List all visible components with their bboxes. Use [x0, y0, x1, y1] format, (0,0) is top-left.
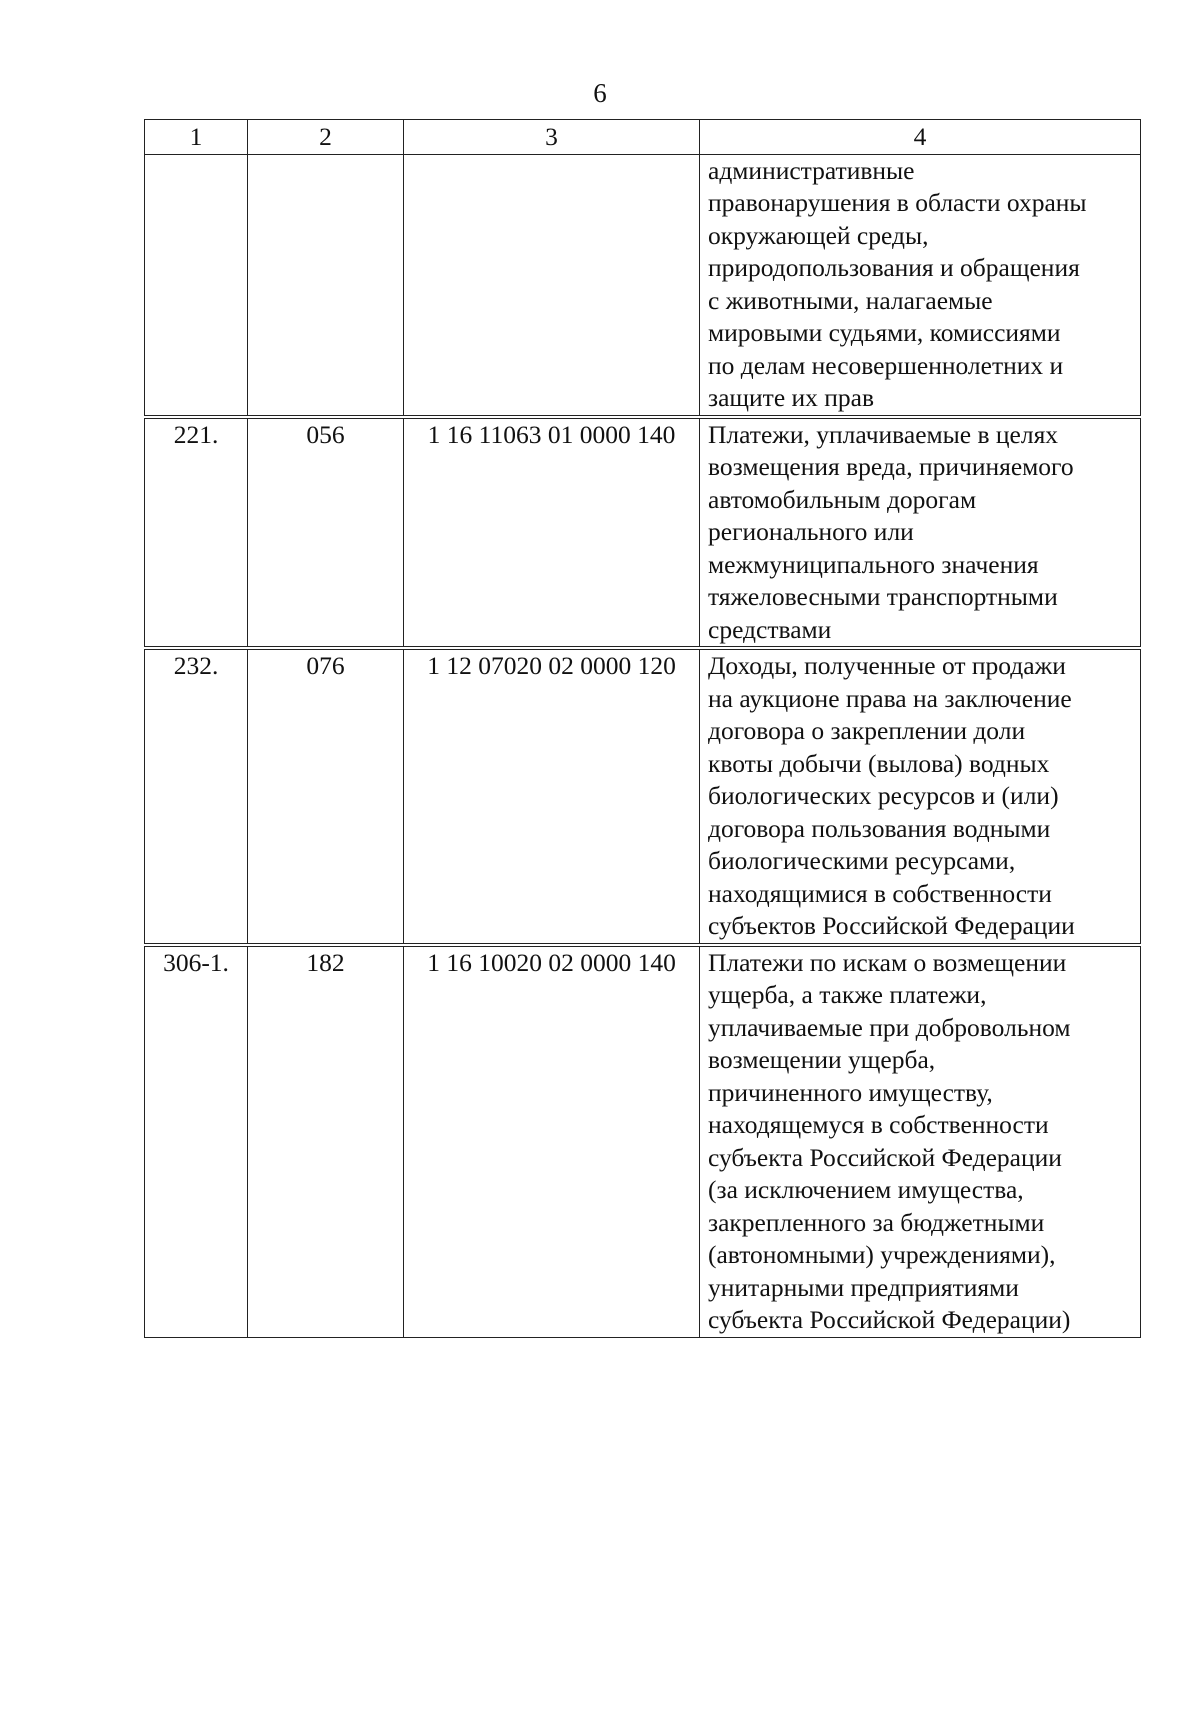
description-line: возмещения вреда, причиняемого	[708, 452, 1074, 481]
description-line: Платежи по искам о возмещении	[708, 947, 1067, 977]
row-number-cell: 306-1.	[145, 945, 248, 1338]
table-header-row	[145, 120, 1141, 155]
description-line: (автономными) учреждениями),	[708, 1240, 1056, 1269]
description-line: субъекта Российской Федерации	[708, 1142, 1062, 1172]
table-row	[145, 648, 1141, 945]
row-number-cell: 221.	[145, 417, 248, 649]
description-line: возмещении ущерба,	[708, 1045, 936, 1074]
description-line: находящемуся в собственности	[708, 1110, 1049, 1139]
description-line: регионального или	[708, 517, 914, 546]
description-line: закрепленного за бюджетными	[708, 1207, 1045, 1237]
description-line: межмуниципального значения	[708, 549, 1039, 579]
description-line: субъекта Российской Федерации)	[708, 1305, 1071, 1334]
description-line: административные	[708, 155, 915, 185]
header-col-2: 2	[248, 120, 404, 155]
description-cell	[700, 417, 1141, 649]
description-line: унитарными предприятиями	[708, 1272, 1019, 1302]
kbk-code-cell: 1 16 11063 01 0000 140	[404, 417, 700, 649]
admin-code-cell	[248, 154, 404, 417]
description-line: ущерба, а также платежи,	[708, 980, 987, 1009]
description-line: автомобильным дорогам	[708, 484, 977, 514]
description-line: находящимися в собственности	[708, 878, 1052, 908]
kbk-code-cell: 1 12 07020 02 0000 120	[404, 648, 700, 945]
description-line: биологических ресурсов и (или)	[708, 781, 1059, 810]
description-line: с животными, налагаемые	[708, 285, 993, 315]
table-row	[145, 417, 1141, 649]
description-line: защите их прав	[708, 383, 875, 412]
description-line: по делам несовершеннолетних и	[708, 350, 1064, 380]
description-line: договора о закреплении доли	[708, 716, 1026, 745]
description-line: средствами	[708, 614, 832, 644]
description-line: природопользования и обращения	[708, 253, 1080, 282]
description-line: субъектов Российской Федерации	[708, 911, 1075, 940]
page-number: 6	[593, 78, 607, 108]
description-line: Платежи, уплачиваемые в целях	[708, 419, 1059, 449]
description-line: правонарушения в области охраны	[708, 188, 1087, 217]
description-line: тяжеловесными транспортными	[708, 582, 1058, 611]
description-line: договора пользования водными	[708, 813, 1051, 843]
kbk-code-cell: 1 16 10020 02 0000 140	[404, 945, 700, 1338]
description-line: причиненного имуществу,	[708, 1077, 993, 1107]
description-cell	[700, 648, 1141, 945]
header-col-4: 4	[700, 120, 1141, 155]
row-number-cell: 232.	[145, 648, 248, 945]
description-line: уплачиваемые при добровольном	[708, 1012, 1071, 1042]
table-row	[145, 154, 1141, 417]
admin-code-cell: 056	[248, 417, 404, 649]
description-cell	[700, 945, 1141, 1338]
header-col-3: 3	[404, 120, 700, 155]
description-line: биологическими ресурсами,	[708, 846, 1016, 875]
admin-code-cell: 182	[248, 945, 404, 1338]
admin-code-cell: 076	[248, 648, 404, 945]
description-line: (за исключением имущества,	[708, 1175, 1024, 1204]
description-line: окружающей среды,	[708, 220, 929, 250]
description-line: квоты добычи (вылова) водных	[708, 748, 1050, 778]
header-col-1: 1	[145, 120, 248, 155]
description-line: мировыми судьями, комиссиями	[708, 318, 1061, 347]
revenue-codes-table	[144, 119, 1141, 1338]
description-line: Доходы, полученные от продажи	[708, 651, 1066, 680]
kbk-code-cell	[404, 154, 700, 417]
description-cell	[700, 154, 1141, 417]
row-number-cell	[145, 154, 248, 417]
description-line: на аукционе права на заключение	[708, 683, 1072, 713]
table-row	[145, 945, 1141, 1338]
